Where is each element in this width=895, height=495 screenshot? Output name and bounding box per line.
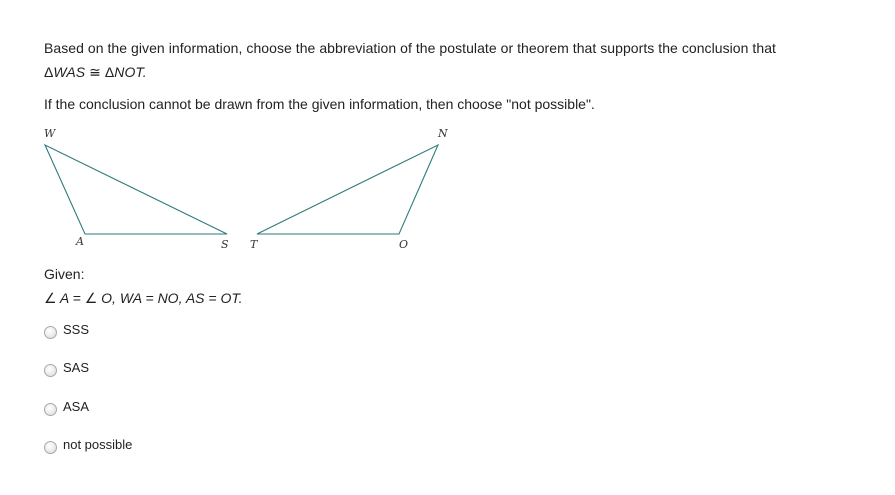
triangle-was [45,145,227,234]
triangles-figure [0,120,895,260]
option-sss[interactable] [44,320,89,340]
option-sas[interactable] [44,358,89,378]
radio-button[interactable] [44,403,57,416]
vertex-label-w: W [44,127,56,140]
congruence-statement [44,60,889,84]
angle-icon: ∠ [84,290,98,306]
given-label: Given: [44,266,85,282]
triangles-svg [0,120,895,260]
triangle-not [257,145,438,234]
instruction-text: If the conclusion cannot be drawn from the given information, then choose "not possible". [44,96,595,112]
option-label: ASA [63,399,90,414]
radio-button[interactable] [44,441,57,454]
option-not-possible[interactable] [44,435,132,455]
option-asa[interactable] [44,397,89,417]
triangle-symbol: Δ [44,64,54,80]
given-statement [44,288,243,308]
triangle-symbol: Δ [104,64,115,80]
triangle-was-name: WAS [53,64,86,80]
radio-button[interactable] [44,326,57,339]
vertex-label-o: O [399,238,409,251]
given-part-2: O, WA = NO, AS = OT. [97,290,243,306]
option-label: SAS [63,360,90,375]
option-label: SSS [63,322,90,337]
given-part-1: A = [56,290,85,306]
option-label: not possible [63,437,133,452]
radio-button[interactable] [44,364,57,377]
vertex-label-s: S [221,238,229,251]
vertex-label-n: N [438,127,448,140]
congruent-symbol: ≅ [85,64,105,80]
question-text: Based on the given information, choose the abbreviation of the postulate or theorem that supports the conclusion that [44,40,776,56]
angle-icon: ∠ [44,290,57,306]
triangle-not-name: NOT. [114,64,147,80]
vertex-label-a: A [76,235,84,248]
question-prompt [44,36,889,84]
vertex-label-t: T [250,238,258,251]
